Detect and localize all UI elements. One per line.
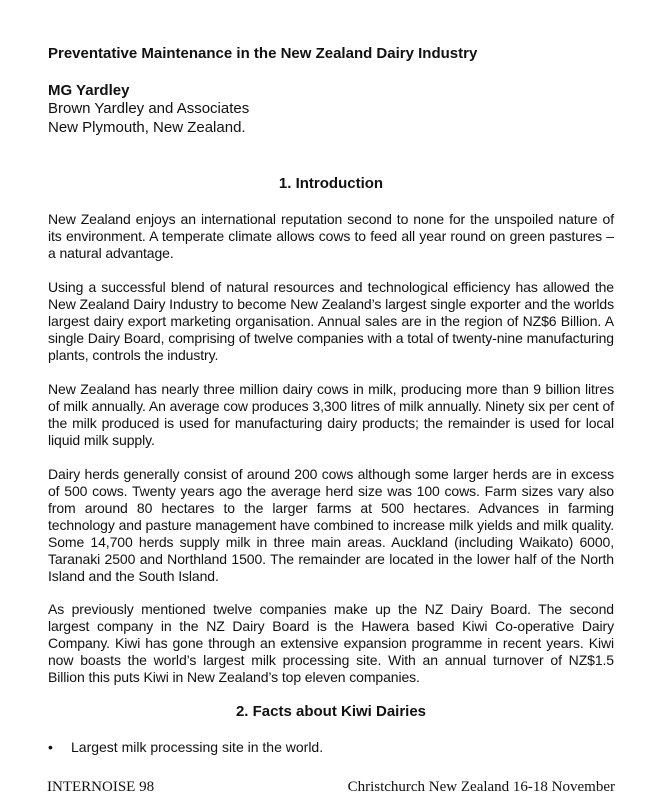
paragraph: New Zealand has nearly three million dairy cows in milk, producing more than 9 billion litres of milk annually. An average cow produces 3,300 litres of milk annually. Ninety six per cent of the milk produced is used for manufacturing dairy products; the remainder is used for local liquid milk supply.: [48, 381, 614, 448]
paragraph: New Zealand enjoys an international reputation second to none for the unspoiled nature of its environment. A temperate climate allows cows to feed all year round on green pastures – a natural advantage.: [48, 211, 614, 261]
footer-conference: INTERNOISE 98: [47, 779, 155, 795]
section-heading-introduction: 1. Introduction: [278, 175, 384, 192]
paragraph: As previously mentioned twelve companies make up the NZ Dairy Board. The second largest company in the NZ Dairy Board is the Hawera based Kiwi Co-operative Dairy Company. Kiwi has gone through an extensive expansion programme in recent years. Kiwi now boasts the world’s largest milk processing site. With an annual turnover of NZ$1.5 Billion this puts Kiwi in New Zealand’s top eleven companies.: [48, 601, 614, 685]
paragraph: Using a successful blend of natural resources and technological efficiency has allowed the New Zealand Dairy Industry to become New Zealand’s largest single exporter and the worlds largest dairy export marketing organisation. Annual sales are in the region of NZ$6 Billion. A single Dairy Board, comprising of twelve companies with a total of twenty-nine manufacturing plants, controls the industry.: [48, 279, 614, 363]
paragraph: Dairy herds generally consist of around 200 cows although some larger herds are in excess of 500 cows. Twenty years ago the average herd size was 100 cows. Farm sizes vary also from around 80 hectares to the larger farms at 500 hectares. Advances in farming technology and pasture management have combined to increase milk yields and milk quality. Some 14,700 herds supply milk in three main areas. Auckland (including Waikato) 6000, Taranaki 2500 and Northland 1500. The remainder are located in the lower half of the North Island and the South Island.: [48, 466, 614, 584]
author-name: MG Yardley: [48, 82, 130, 99]
paper-title: Preventative Maintenance in the New Zealand Dairy Industry: [48, 45, 478, 62]
author-organization: Brown Yardley and Associates: [48, 100, 250, 117]
section-heading-facts: 2. Facts about Kiwi Dairies: [235, 703, 427, 720]
list-item: [48, 739, 323, 756]
author-location: New Plymouth, New Zealand.: [48, 119, 246, 136]
footer-location-date: Christchurch New Zealand 16-18 November: [347, 779, 615, 795]
list-item-text: Largest milk processing site in the world.: [71, 739, 324, 755]
bullet-icon: •: [48, 739, 53, 755]
